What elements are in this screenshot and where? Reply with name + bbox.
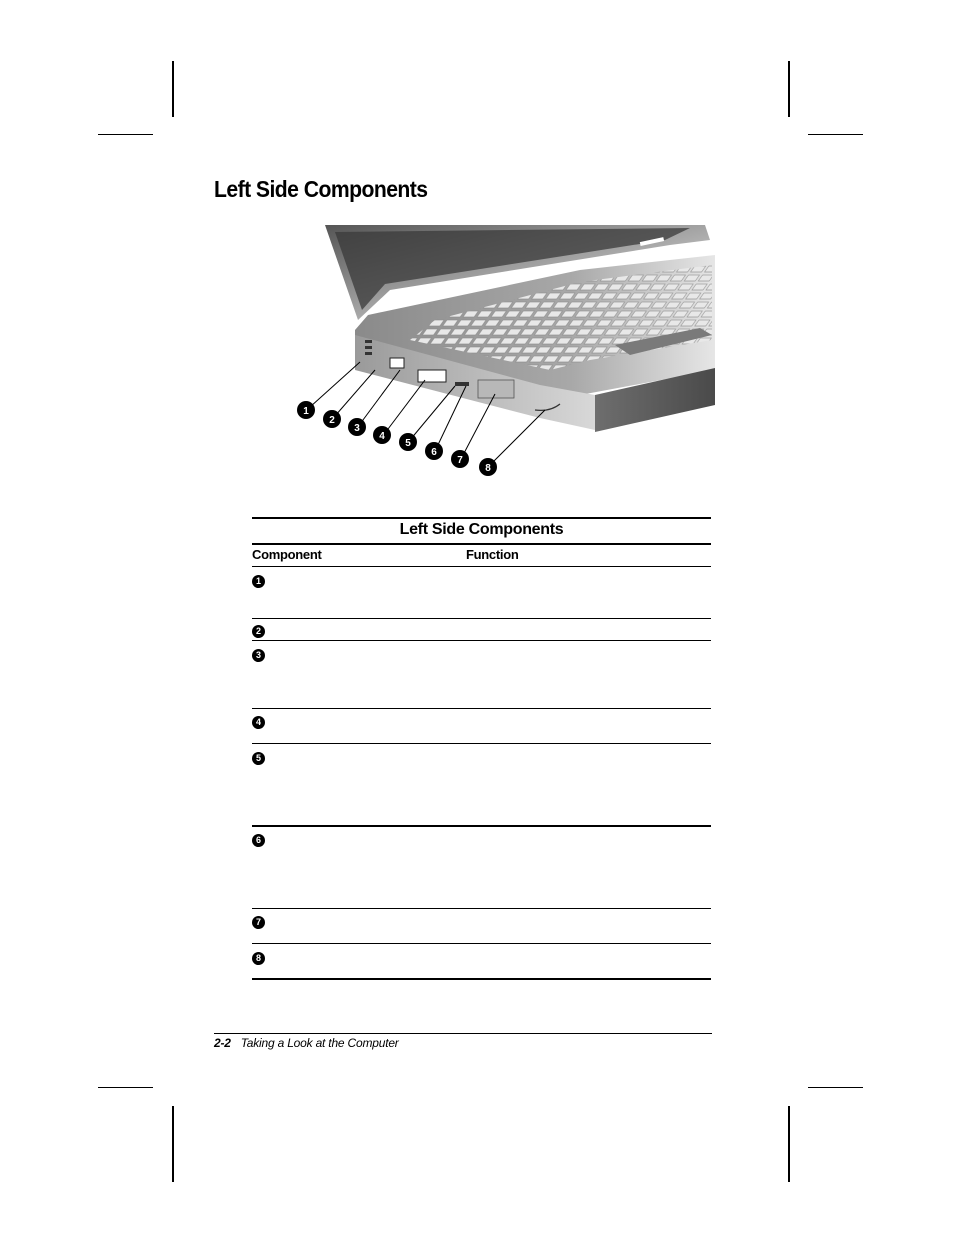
- column-header-function: Function: [466, 547, 519, 562]
- table-top-rule: [252, 517, 711, 519]
- table-row-number-1: 1: [252, 575, 265, 588]
- crop-mark: [808, 1087, 863, 1088]
- table-row-number-3: 3: [252, 649, 265, 662]
- callout-2: 2: [329, 415, 335, 426]
- footer-rule: [214, 1033, 712, 1034]
- callout-8: 8: [485, 463, 491, 474]
- table-bottom-rule: [252, 978, 711, 980]
- table-title-rule: [252, 543, 711, 545]
- column-header-component: Component: [252, 547, 322, 562]
- callout-6: 6: [431, 447, 437, 458]
- callout-3: 3: [354, 423, 360, 434]
- crop-mark: [808, 134, 863, 135]
- crop-mark: [98, 134, 153, 135]
- callout-7: 7: [457, 455, 463, 466]
- table-title: Left Side Components: [399, 521, 564, 538]
- table-row-divider: [252, 908, 711, 909]
- table-row-divider: [252, 708, 711, 709]
- crop-mark: [98, 1087, 153, 1088]
- table-row-divider: [252, 825, 711, 827]
- table-row-number-7: 7: [252, 916, 265, 929]
- laptop-left-side-illustration: [250, 220, 715, 495]
- crop-mark: [172, 61, 174, 117]
- callout-5: 5: [405, 438, 411, 449]
- crop-mark: [788, 61, 790, 117]
- table-row-number-5: 5: [252, 752, 265, 765]
- page-footer: [214, 1036, 399, 1050]
- table-row-divider: [252, 640, 711, 641]
- callout-1: 1: [303, 406, 309, 417]
- page-title: Left Side Components: [214, 176, 428, 202]
- crop-mark: [172, 1106, 174, 1182]
- table-row-number-4: 4: [252, 716, 265, 729]
- table-header-rule: [252, 566, 711, 567]
- table-row-divider: [252, 618, 711, 619]
- crop-mark: [788, 1106, 790, 1182]
- callout-4: 4: [379, 431, 385, 442]
- table-row-number-6: 6: [252, 834, 265, 847]
- chapter-title: Taking a Look at the Computer: [240, 1036, 399, 1050]
- table-row-divider: [252, 943, 711, 944]
- table-row-number-8: 8: [252, 952, 265, 965]
- page-number: 2-2: [214, 1036, 231, 1050]
- table-row-number-2: 2: [252, 625, 265, 638]
- table-row-divider: [252, 743, 711, 744]
